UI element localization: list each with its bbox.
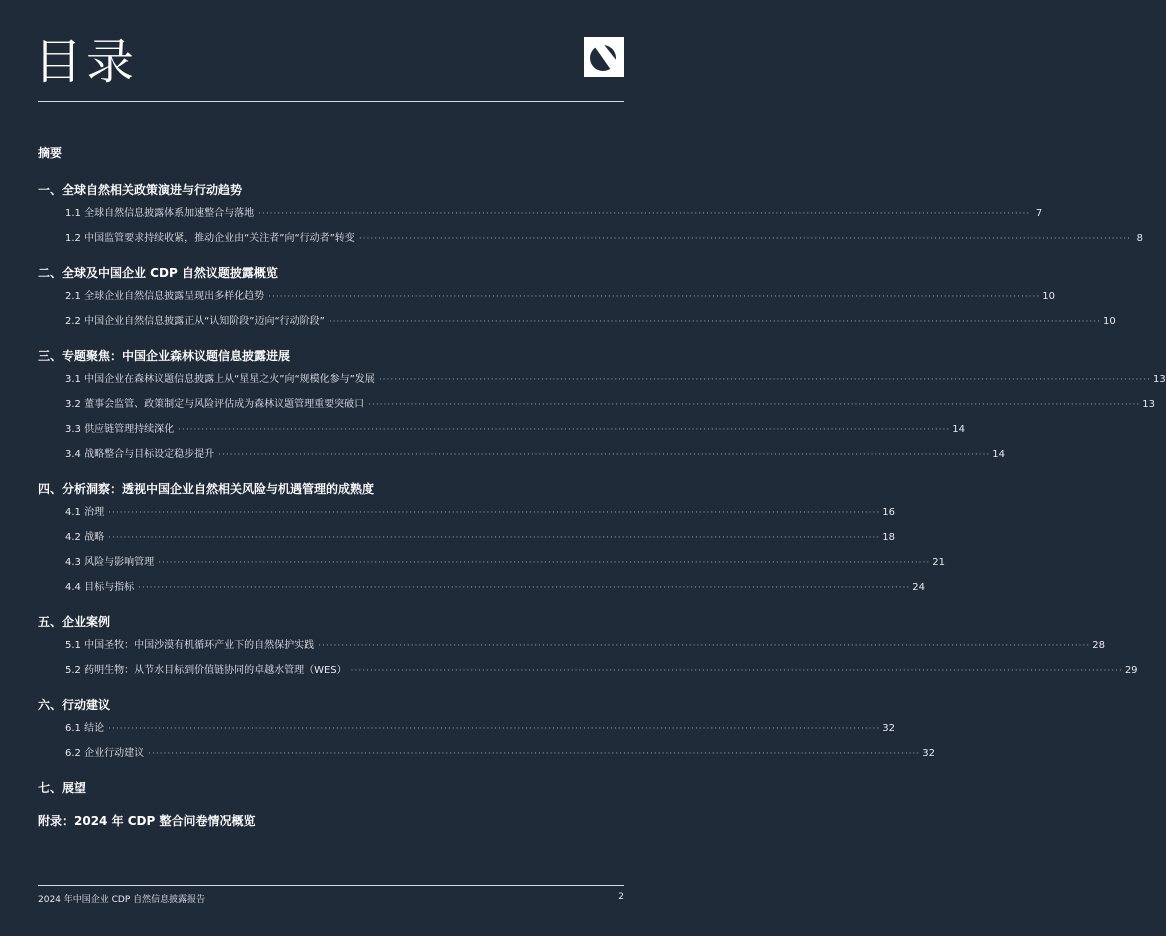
footer-report-title: 2024 年中国企业 CDP 自然信息披露报告 xyxy=(38,895,206,905)
toc-entry-label: 2.1 全球企业自然信息披露呈现出多样化趋势 xyxy=(65,291,265,302)
toc-entry-page: 10 xyxy=(1042,291,1055,302)
toc-entry-label: 4.4 目标与指标 xyxy=(65,582,135,593)
toc-section-title[interactable]: 六、行动建议 xyxy=(38,698,111,712)
toc-dot-leader: ········································································································································································································ xyxy=(378,375,1151,385)
toc-entry-label: 2.2 中国企业自然信息披露正从“认知阶段”迈向“行动阶段” xyxy=(65,316,325,327)
toc-entry-page: 16 xyxy=(882,507,895,518)
table-of-contents xyxy=(38,142,1166,843)
toc-dot-leader: ········································································································································································································ xyxy=(328,317,1101,327)
toc-dot-leader: ········································································································································································································ xyxy=(268,292,1041,302)
cdp-logo-icon xyxy=(584,37,624,77)
toc-entry-page: 13 xyxy=(1142,399,1155,410)
toc-entry-page: 8 xyxy=(1136,233,1143,244)
toc-section xyxy=(38,262,1116,334)
toc-section xyxy=(38,478,945,600)
toc-entry-page: 13 xyxy=(1152,374,1166,385)
toc-outlook[interactable]: 七、展望 xyxy=(38,781,87,795)
toc-section xyxy=(38,611,1138,683)
toc-section-title[interactable]: 二、全球及中国企业 CDP 自然议题披露概览 xyxy=(38,266,278,280)
toc-entry[interactable] xyxy=(65,575,925,600)
toc-dot-leader: ········································································································································································································ xyxy=(178,425,951,435)
toc-entry[interactable] xyxy=(65,741,935,766)
toc-entry-label: 3.4 战略整合与目标设定稳步提升 xyxy=(65,449,215,460)
toc-entry[interactable] xyxy=(65,226,1143,251)
toc-section-title[interactable]: 三、专题聚焦：中国企业森林议题信息披露进展 xyxy=(38,349,291,363)
toc-appendix[interactable]: 附录：2024 年 CDP 整合问卷情况概览 xyxy=(38,814,256,828)
footer-divider xyxy=(38,885,624,886)
toc-entry[interactable] xyxy=(65,309,1116,334)
toc-entry[interactable] xyxy=(65,716,895,741)
toc-entry-label: 3.3 供应链管理持续深化 xyxy=(65,424,175,435)
footer-page-number: 2 xyxy=(618,892,624,902)
toc-entry-page: 29 xyxy=(1124,665,1138,676)
header-divider xyxy=(38,101,624,102)
toc-dot-leader: ········································································································································································································ xyxy=(148,749,921,759)
toc-dot-leader: ········································································································································································································ xyxy=(158,558,931,568)
toc-entry[interactable] xyxy=(65,500,895,525)
toc-entry[interactable] xyxy=(65,284,1055,309)
toc-dot-leader: ········································································································································································································ xyxy=(138,583,911,593)
toc-dot-leader: ········································································································································································································ xyxy=(368,400,1141,410)
toc-entry-label: 1.2 中国监管要求持续收紧，推动企业由“关注者”向“行动者”转变 xyxy=(65,233,355,244)
toc-section-title[interactable]: 一、全球自然相关政策演进与行动趋势 xyxy=(38,183,243,197)
toc-dot-leader: ········································································································································································································ xyxy=(318,641,1091,651)
toc-dot-leader: ········································································································································································································ xyxy=(258,209,1031,219)
toc-entry-page: 28 xyxy=(1092,640,1105,651)
toc-section-title[interactable]: 四、分析洞察：透视中国企业自然相关风险与机遇管理的成熟度 xyxy=(38,482,375,496)
toc-entry-label: 5.2 药明生物：从节水目标到价值链协同的卓越水管理（WES） xyxy=(65,665,347,676)
toc-entry-label: 4.2 战略 xyxy=(65,532,105,543)
toc-section xyxy=(38,694,935,766)
toc-entry-label: 5.1 中国圣牧：中国沙漠有机循环产业下的自然保护实践 xyxy=(65,640,315,651)
toc-dot-leader: ········································································································································································································ xyxy=(350,666,1123,676)
toc-entry[interactable] xyxy=(65,417,965,442)
toc-entry-page: 7 xyxy=(1035,208,1043,219)
toc-entry[interactable] xyxy=(65,525,895,550)
toc-entry[interactable] xyxy=(65,392,1155,417)
toc-section-title[interactable]: 五、企业案例 xyxy=(38,615,111,629)
toc-entry[interactable] xyxy=(65,442,1005,467)
page-title: 目录 xyxy=(34,34,139,90)
toc-entry-page: 32 xyxy=(922,748,935,759)
toc-section xyxy=(38,345,1166,467)
toc-entry-page: 14 xyxy=(952,424,965,435)
toc-entry-label: 6.2 企业行动建议 xyxy=(65,748,145,759)
toc-summary[interactable]: 摘要 xyxy=(38,146,63,160)
toc-entry-page: 10 xyxy=(1102,316,1116,327)
toc-entry-label: 6.1 结论 xyxy=(65,723,105,734)
toc-dot-leader: ········································································································································································································ xyxy=(218,450,991,460)
toc-entry-page: 18 xyxy=(882,532,895,543)
toc-entry[interactable] xyxy=(65,633,1105,658)
toc-entry-page: 24 xyxy=(912,582,925,593)
toc-entry-label: 1.1 全球自然信息披露体系加速整合与落地 xyxy=(65,208,255,219)
toc-entry-label: 3.1 中国企业在森林议题信息披露上从“星星之火”向“规模化参与”发展 xyxy=(65,374,375,385)
toc-dot-leader: ········································································································································································································ xyxy=(358,234,1131,244)
toc-section xyxy=(38,179,1143,251)
toc-dot-leader: ········································································································································································································ xyxy=(108,533,881,543)
toc-entry[interactable] xyxy=(65,550,945,575)
toc-entry[interactable] xyxy=(65,367,1166,392)
toc-entry-page: 21 xyxy=(932,557,945,568)
toc-entry[interactable] xyxy=(65,201,1043,226)
toc-dot-leader: ········································································································································································································ xyxy=(108,508,881,518)
toc-entry-label: 4.1 治理 xyxy=(65,507,105,518)
toc-entry-label: 4.3 风险与影响管理 xyxy=(65,557,155,568)
toc-entry-page: 14 xyxy=(992,449,1005,460)
toc-dot-leader: ········································································································································································································ xyxy=(108,724,881,734)
toc-entry-label: 3.2 董事会监管、政策制定与风险评估成为森林议题管理重要突破口 xyxy=(65,399,365,410)
toc-entry[interactable] xyxy=(65,658,1138,683)
toc-entry-page: 32 xyxy=(882,723,895,734)
